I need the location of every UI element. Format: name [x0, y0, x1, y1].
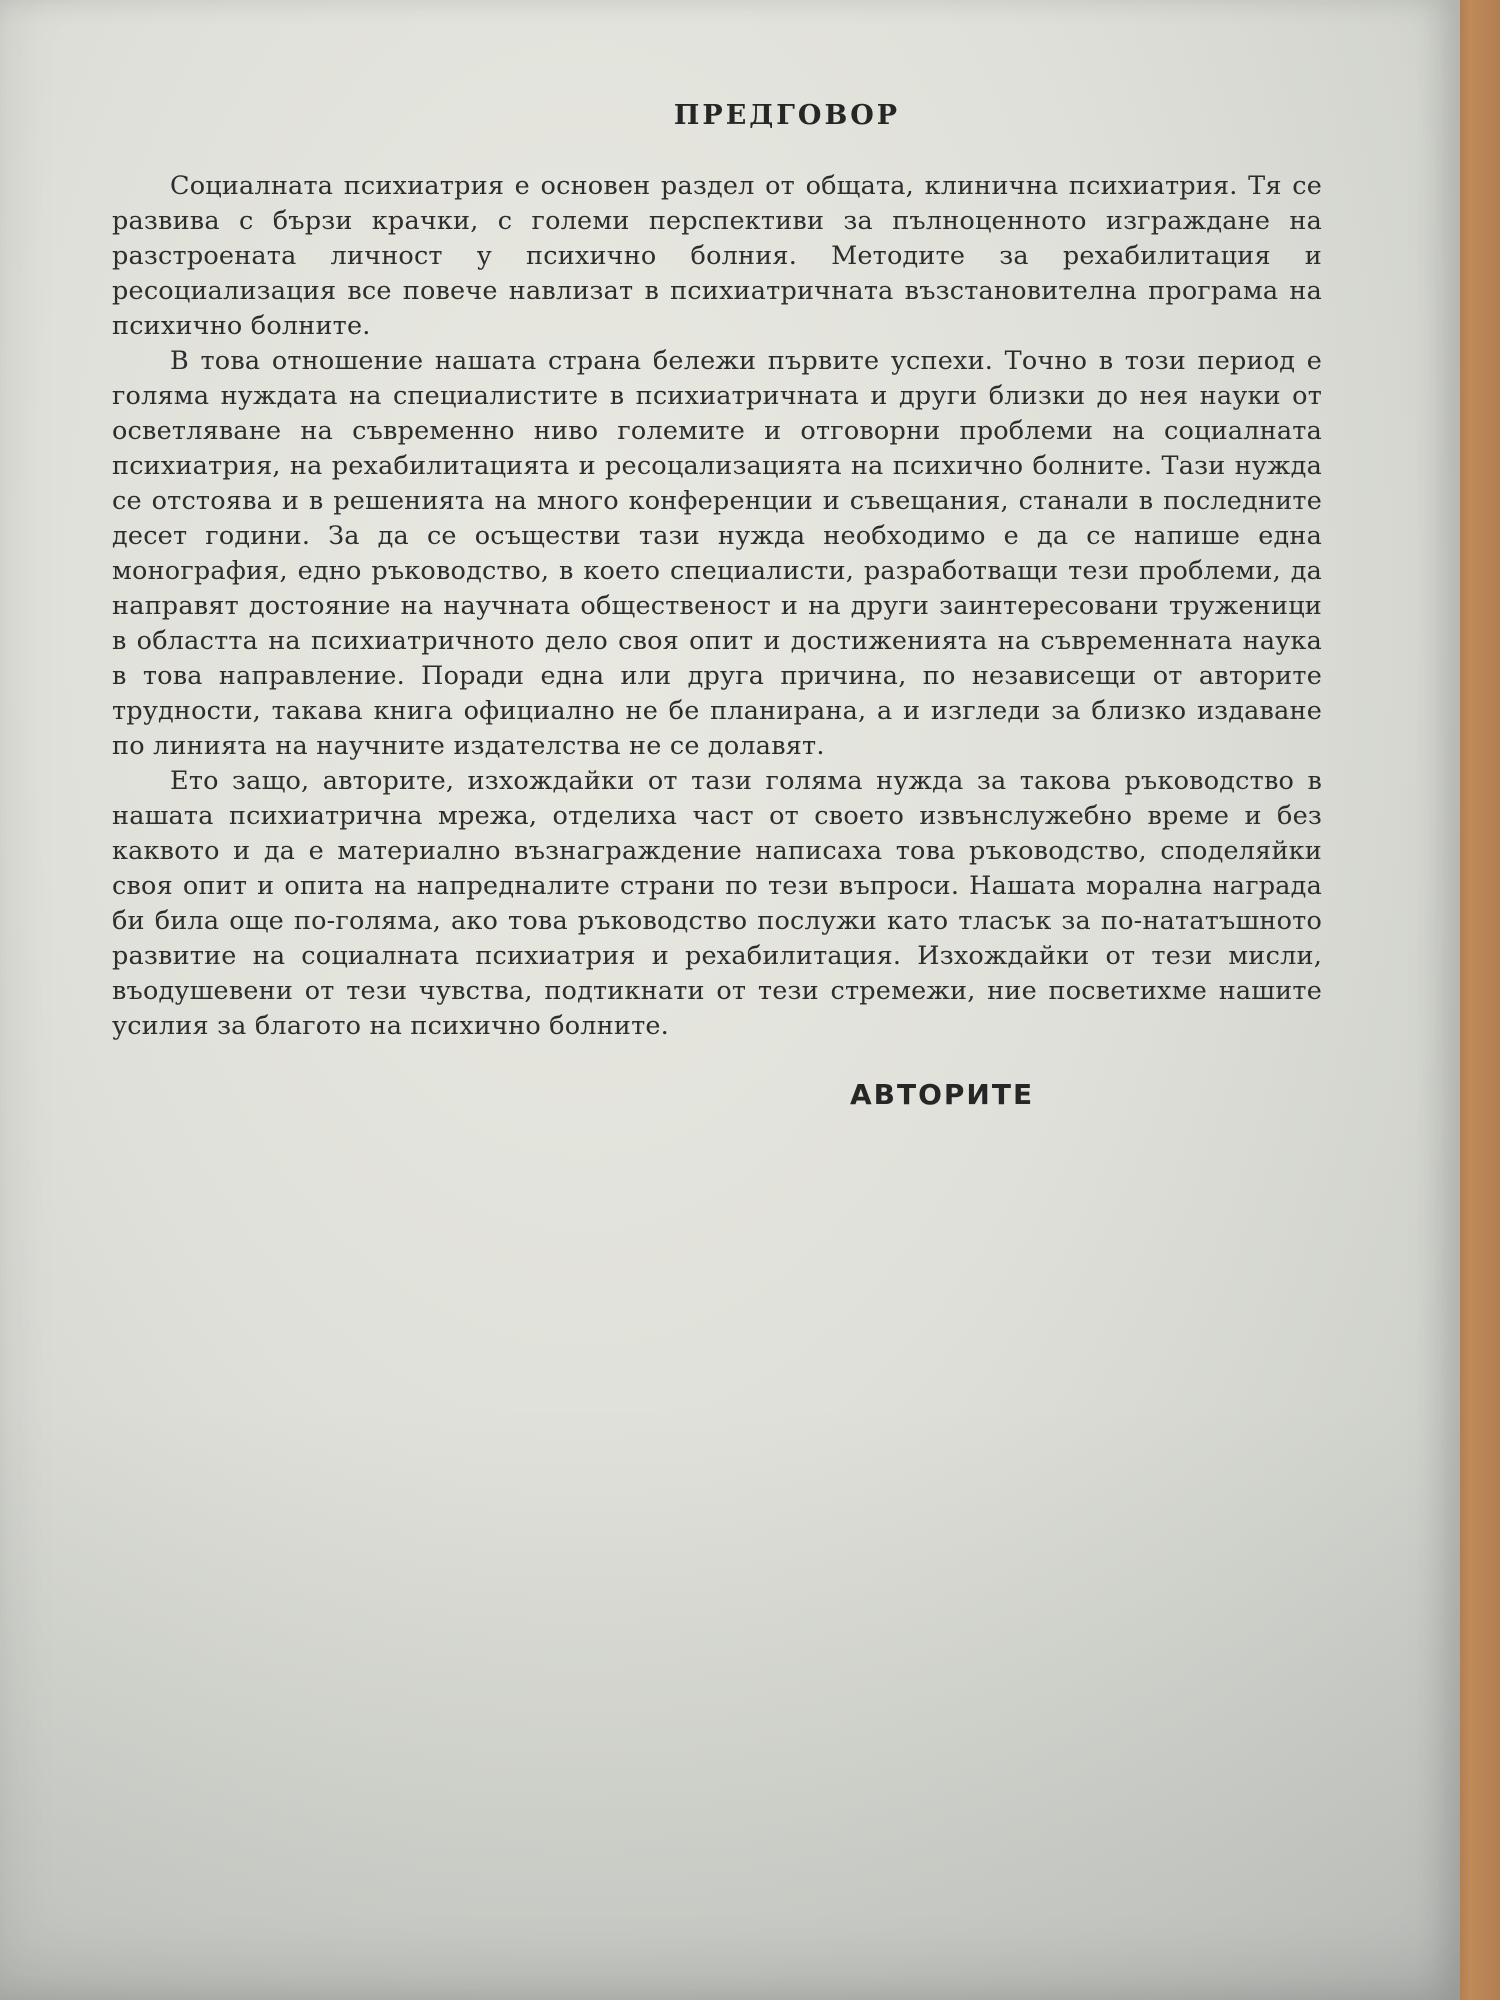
page-shading: [0, 1400, 1460, 2000]
paragraph-3: Ето защо, авторите, изхождайки от тази голяма нужда за такова ръководство в нашата психиатрична мрежа, отделиха част от своето извънслужебно време и без каквото и да е материално възнаграждение написаха това ръководство, споделяйки своя опит и опита на напредналите страни по тези въпроси. Нашата морална награда би била още по-голяма, ако това ръководство послужи като тласък за по-нататъшното развитие на социалната психиатрия и рехабилитация. Изхождайки от тези мисли, въодушевени от тези чувства, подтикнати от тези стремежи, ние посветихме нашите усилия за благото на психично болните.: [112, 766, 1322, 1041]
signature: АВТОРИТЕ: [850, 1078, 1035, 1111]
book-cover-edge: [1454, 0, 1500, 2000]
paragraph-2: В това отношение нашата страна бележи първите успехи. Точно в този период е голяма нуждата на специалистите в психиатричната и други близки до нея науки от осветляване на съвременно ниво големите и отговорни проблеми на социалната психиатрия, на рехабилитацията и ресоцализацията на психично болните. Тази нужда се отстоява и в решенията на много конференции и съвещания, станали в последните десет години. За да се осъществи тази нужда необходимо е да се напише една монография, едно ръководство, в което специалисти, разработващи тези проблеми, да направят достояние на научната общественост и на други заинтересовани труженици в областта на психиатричното дело своя опит и достиженията на съвременната наука в това направление. Поради една или друга причина, по независещи от авторите трудности, такава книга официално не бе планирана, а и изгледи за близко издаване по линията на научните издателства не се долавят.: [112, 346, 1322, 761]
page-content: [112, 100, 1322, 1111]
paragraph-1: Социалната психиатрия е основен раздел от общата, клинична психиатрия. Тя се развива с бързи крачки, с големи перспективи за пълноценното изграждане на разстроената личност у психично болния. Методите за рехабилитация и ресоциализация все повече навлизат в психиатричната възстановителна програма на психично болните.: [112, 171, 1322, 341]
page-title: ПРЕДГОВОР: [673, 100, 901, 131]
